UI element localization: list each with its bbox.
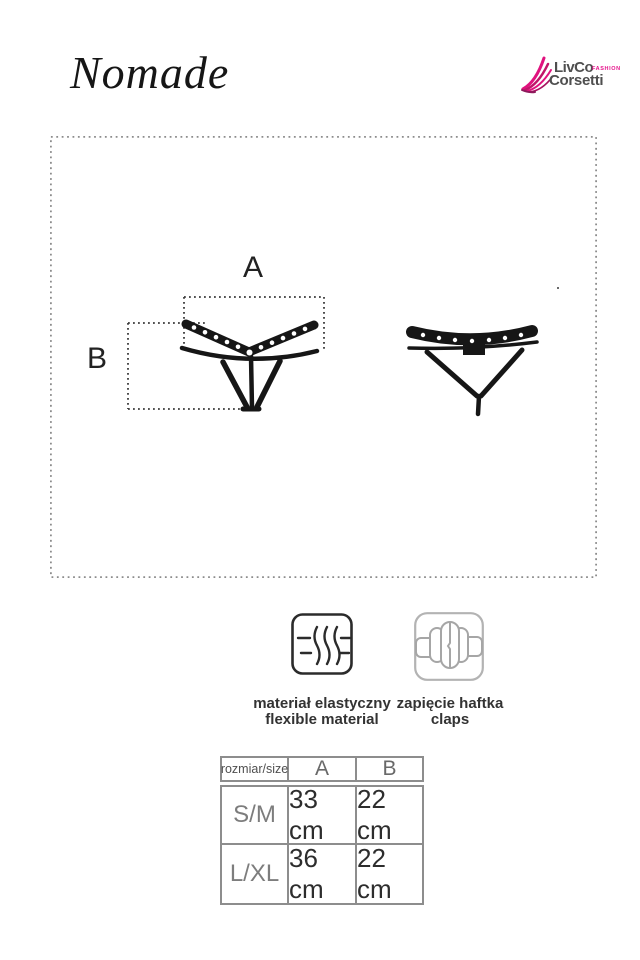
product-name: Nomade bbox=[70, 47, 230, 98]
clasp-caption-line1: zapięcie haftka bbox=[396, 695, 504, 712]
measure-b-box bbox=[128, 323, 246, 409]
clasp-caption bbox=[390, 696, 510, 728]
measure-label-a: A bbox=[242, 251, 263, 284]
clasp-caption-line2: claps bbox=[430, 711, 470, 728]
elastic-material-caption bbox=[242, 696, 402, 728]
clasp-icon bbox=[414, 612, 484, 681]
brand-logo bbox=[520, 52, 628, 96]
size-table bbox=[220, 756, 424, 905]
thong-front-drawing bbox=[182, 324, 317, 409]
brand-name-bottom: Corsetti bbox=[549, 72, 604, 89]
size-table-body bbox=[220, 785, 424, 905]
stray-dot bbox=[557, 287, 559, 289]
size-table-header-b: B bbox=[382, 757, 397, 780]
brand-name-top: LivCo bbox=[554, 59, 594, 76]
elastic-caption-line2: flexible material bbox=[265, 711, 379, 728]
measure-label-b: B bbox=[86, 342, 107, 375]
thong-back-drawing bbox=[409, 331, 537, 414]
value-a-cell: 33 cm bbox=[289, 787, 357, 843]
measure-a-box bbox=[184, 297, 324, 350]
elastic-material-icon bbox=[291, 613, 353, 675]
size-cell: S/M bbox=[222, 787, 289, 843]
size-table-header bbox=[220, 756, 424, 782]
table-row bbox=[222, 784, 422, 845]
size-table-header-a: A bbox=[289, 758, 357, 780]
size-cell: L/XL bbox=[222, 845, 289, 903]
value-a-cell: 36 cm bbox=[289, 845, 357, 903]
elastic-caption-line1: materiał elastyczny bbox=[253, 695, 391, 712]
table-row bbox=[222, 845, 422, 903]
value-b-cell: 22 cm bbox=[357, 784, 392, 845]
brand-fashion-tag: FASHION bbox=[592, 66, 621, 72]
value-b-cell: 22 cm bbox=[357, 843, 392, 904]
size-table-header-size: rozmiar/size bbox=[222, 758, 289, 780]
measurement-diagram bbox=[50, 136, 597, 578]
